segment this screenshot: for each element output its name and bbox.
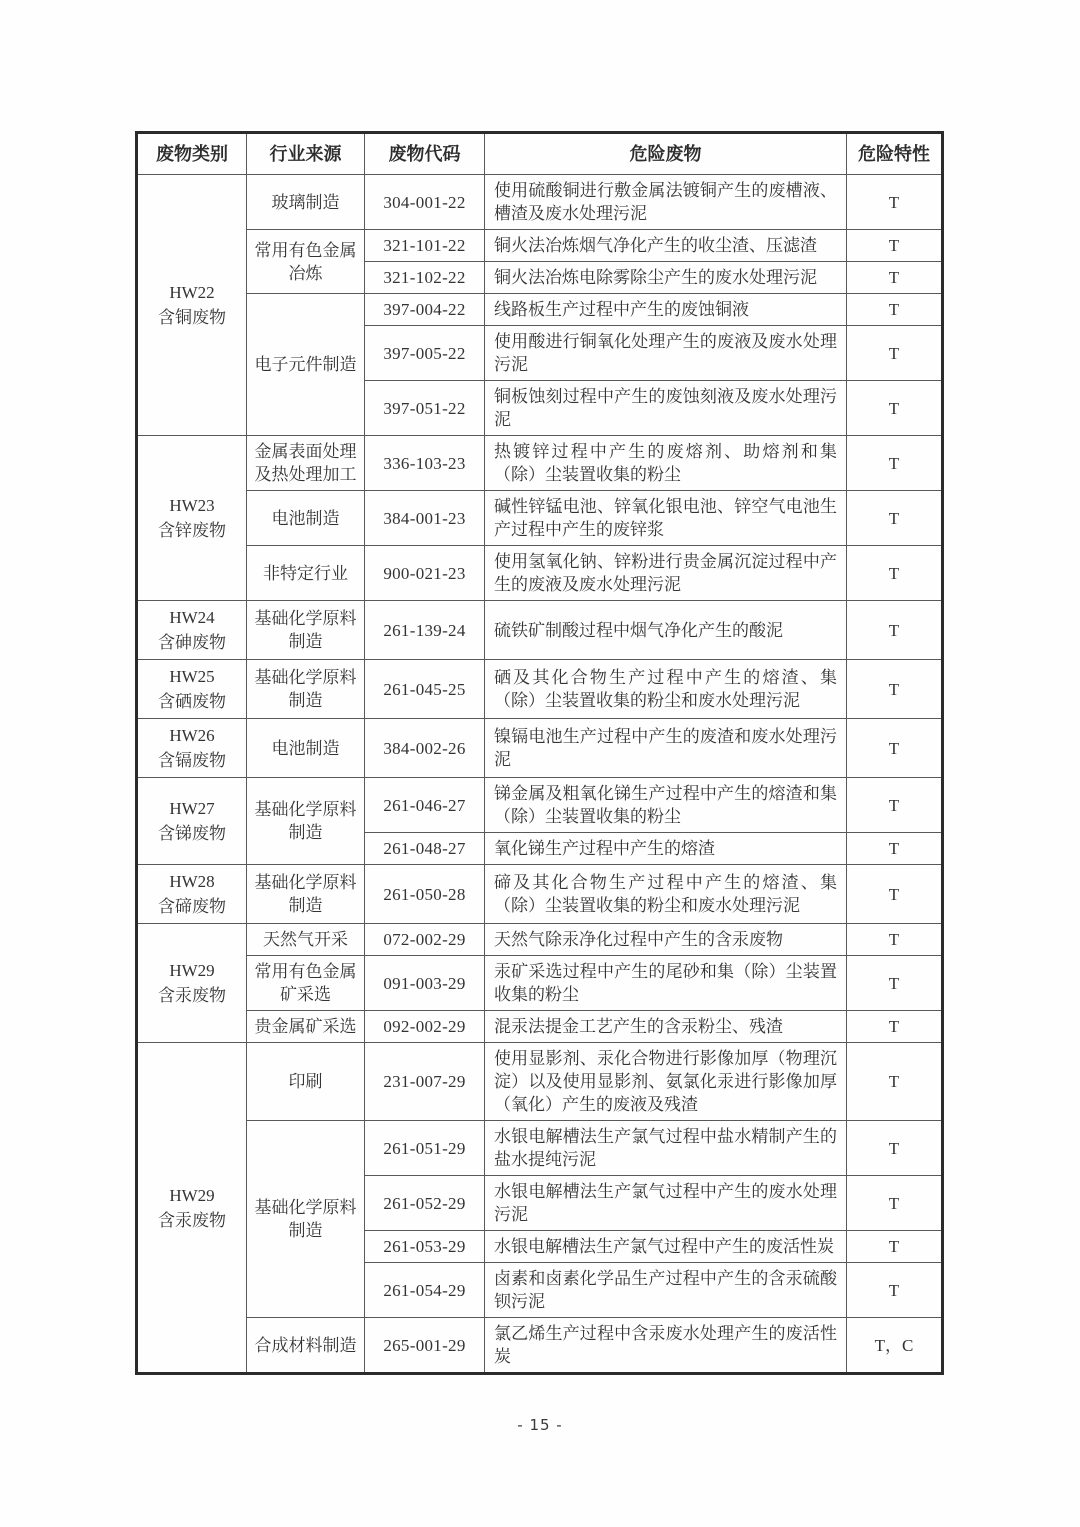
industry-source-cell: 基础化学原料制造 <box>247 778 365 865</box>
hazard-property-cell: T <box>847 1263 943 1318</box>
table-row <box>137 1011 943 1043</box>
table-header-row <box>137 133 943 175</box>
waste-category-cell <box>137 1043 247 1374</box>
hazardous-waste-description-cell: 碲及其化合物生产过程中产生的熔渣、集（除）尘装置收集的粉尘和废水处理污泥 <box>485 865 847 924</box>
hazard-property-cell: T <box>847 956 943 1011</box>
waste-code-cell: 397-005-22 <box>365 326 485 381</box>
hazard-property-cell: T <box>847 381 943 436</box>
table-row <box>137 601 943 660</box>
table-row <box>137 491 943 546</box>
hazardous-waste-description-cell: 铜火法冶炼电除雾除尘产生的废水处理污泥 <box>485 262 847 294</box>
waste-code-cell: 304-001-22 <box>365 175 485 230</box>
waste-category-cell <box>137 865 247 924</box>
industry-source-cell: 基础化学原料制造 <box>247 660 365 719</box>
hazardous-waste-table <box>135 131 944 1375</box>
hazard-property-cell: T <box>847 436 943 491</box>
industry-source-cell: 基础化学原料制造 <box>247 865 365 924</box>
waste-code-cell: 336-103-23 <box>365 436 485 491</box>
category-name: 含碲废物 <box>158 897 226 916</box>
hazard-property-cell: T <box>847 778 943 833</box>
waste-code-cell: 265-001-29 <box>365 1318 485 1374</box>
table-row <box>137 1043 943 1121</box>
header-hazard-property: 危险特性 <box>847 133 943 175</box>
waste-category-cell <box>137 719 247 778</box>
hazardous-waste-description-cell: 氯乙烯生产过程中含汞废水处理产生的废活性炭 <box>485 1318 847 1374</box>
category-code: HW26 <box>169 726 215 745</box>
category-code: HW29 <box>169 1185 215 1205</box>
page-number: - 15 - <box>517 1416 563 1434</box>
industry-source-cell: 贵金属矿采选 <box>247 1011 365 1043</box>
hazard-property-cell: T <box>847 175 943 230</box>
hazardous-waste-description-cell: 镍镉电池生产过程中产生的废渣和废水处理污泥 <box>485 719 847 778</box>
header-industry-source: 行业来源 <box>247 133 365 175</box>
waste-code-cell: 900-021-23 <box>365 546 485 601</box>
waste-category-cell <box>137 924 247 1043</box>
waste-category-cell <box>137 175 247 436</box>
table-row <box>137 924 943 956</box>
header-waste-code: 废物代码 <box>365 133 485 175</box>
hazardous-waste-description-cell: 硒及其化合物生产过程中产生的熔渣、集（除）尘装置收集的粉尘和废水处理污泥 <box>485 660 847 719</box>
industry-source-cell: 印刷 <box>247 1043 365 1121</box>
table-row <box>137 1121 943 1176</box>
hazard-property-cell: T，C <box>847 1318 943 1374</box>
table-row <box>137 956 943 1011</box>
hazard-property-cell: T <box>847 660 943 719</box>
waste-code-cell: 261-051-29 <box>365 1121 485 1176</box>
hazardous-waste-description-cell: 硫铁矿制酸过程中烟气净化产生的酸泥 <box>485 601 847 660</box>
table-row <box>137 175 943 230</box>
waste-code-cell: 321-101-22 <box>365 230 485 262</box>
waste-code-cell: 072-002-29 <box>365 924 485 956</box>
hazardous-waste-description-cell: 天然气除汞净化过程中产生的含汞废物 <box>485 924 847 956</box>
waste-category-cell <box>137 778 247 865</box>
industry-source-cell: 天然气开采 <box>247 924 365 956</box>
industry-source-cell: 电池制造 <box>247 491 365 546</box>
waste-code-cell: 091-003-29 <box>365 956 485 1011</box>
category-code: HW28 <box>169 872 215 891</box>
hazardous-waste-description-cell: 热镀锌过程中产生的废熔剂、助熔剂和集（除）尘装置收集的粉尘 <box>485 436 847 491</box>
hazard-property-cell: T <box>847 719 943 778</box>
hazardous-waste-description-cell: 使用氢氧化钠、锌粉进行贵金属沉淀过程中产生的废液及废水处理污泥 <box>485 546 847 601</box>
category-name: 含锑废物 <box>158 824 226 843</box>
hazard-property-cell: T <box>847 601 943 660</box>
hazardous-waste-description-cell: 使用硫酸铜进行敷金属法镀铜产生的废槽液、槽渣及废水处理污泥 <box>485 175 847 230</box>
hazard-property-cell: T <box>847 546 943 601</box>
waste-code-cell: 261-045-25 <box>365 660 485 719</box>
category-code: HW29 <box>169 961 215 980</box>
hazard-property-cell: T <box>847 230 943 262</box>
hazardous-waste-description-cell: 汞矿采选过程中产生的尾砂和集（除）尘装置收集的粉尘 <box>485 956 847 1011</box>
hazard-property-cell: T <box>847 1231 943 1263</box>
industry-source-cell: 金属表面处理及热处理加工 <box>247 436 365 491</box>
hazard-property-cell: T <box>847 262 943 294</box>
waste-code-cell: 261-050-28 <box>365 865 485 924</box>
industry-source-cell: 非特定行业 <box>247 546 365 601</box>
waste-code-cell: 384-002-26 <box>365 719 485 778</box>
category-name: 含砷废物 <box>158 633 226 652</box>
category-code: HW22 <box>169 283 215 302</box>
hazardous-waste-description-cell: 使用酸进行铜氧化处理产生的废液及废水处理污泥 <box>485 326 847 381</box>
hazard-property-cell: T <box>847 326 943 381</box>
waste-category-cell <box>137 436 247 601</box>
hazard-property-cell: T <box>847 924 943 956</box>
table-body <box>137 175 943 1374</box>
category-name: 含硒废物 <box>158 692 226 711</box>
industry-source-cell: 常用有色金属冶炼 <box>247 230 365 294</box>
waste-code-cell: 397-051-22 <box>365 381 485 436</box>
hazard-property-cell: T <box>847 1176 943 1231</box>
waste-code-cell: 321-102-22 <box>365 262 485 294</box>
category-name: 含汞废物 <box>158 986 226 1005</box>
category-name: 含镉废物 <box>158 751 226 770</box>
waste-category-cell <box>137 601 247 660</box>
hazard-property-cell: T <box>847 1011 943 1043</box>
header-waste-category: 废物类别 <box>137 133 247 175</box>
hazardous-waste-description-cell: 混汞法提金工艺产生的含汞粉尘、残渣 <box>485 1011 847 1043</box>
industry-source-cell: 电子元件制造 <box>247 294 365 436</box>
hazard-property-cell: T <box>847 491 943 546</box>
table-row <box>137 778 943 833</box>
hazardous-waste-description-cell: 锑金属及粗氧化锑生产过程中产生的熔渣和集（除）尘装置收集的粉尘 <box>485 778 847 833</box>
table-row <box>137 660 943 719</box>
industry-source-cell: 玻璃制造 <box>247 175 365 230</box>
waste-code-cell: 231-007-29 <box>365 1043 485 1121</box>
waste-code-cell: 261-052-29 <box>365 1176 485 1231</box>
hazardous-waste-description-cell: 卤素和卤素化学品生产过程中产生的含汞硫酸钡污泥 <box>485 1263 847 1318</box>
waste-code-cell: 261-139-24 <box>365 601 485 660</box>
hazardous-waste-description-cell: 水银电解槽法生产氯气过程中产生的废水处理污泥 <box>485 1176 847 1231</box>
hazardous-waste-description-cell: 线路板生产过程中产生的废蚀铜液 <box>485 294 847 326</box>
hazard-property-cell: T <box>847 294 943 326</box>
table-row <box>137 1318 943 1374</box>
hazardous-waste-description-cell: 使用显影剂、汞化合物进行影像加厚（物理沉淀）以及使用显影剂、氨氯化汞进行影像加厚（氧化）产生的废液及残渣 <box>485 1043 847 1121</box>
category-name: 含汞废物 <box>158 1210 226 1230</box>
table-row <box>137 546 943 601</box>
category-code: HW23 <box>169 496 215 515</box>
table-row <box>137 719 943 778</box>
industry-source-cell: 基础化学原料制造 <box>247 1121 365 1318</box>
category-code: HW25 <box>169 667 215 686</box>
hazard-property-cell: T <box>847 833 943 865</box>
industry-source-cell: 合成材料制造 <box>247 1318 365 1374</box>
waste-code-cell: 261-053-29 <box>365 1231 485 1263</box>
waste-code-cell: 261-048-27 <box>365 833 485 865</box>
waste-code-cell: 261-054-29 <box>365 1263 485 1318</box>
category-code: HW24 <box>169 608 215 627</box>
table-row <box>137 230 943 262</box>
hazardous-waste-description-cell: 铜火法冶炼烟气净化产生的收尘渣、压滤渣 <box>485 230 847 262</box>
industry-source-cell: 电池制造 <box>247 719 365 778</box>
hazard-property-cell: T <box>847 865 943 924</box>
waste-code-cell: 261-046-27 <box>365 778 485 833</box>
waste-category-cell <box>137 660 247 719</box>
hazardous-waste-description-cell: 水银电解槽法生产氯气过程中盐水精制产生的盐水提纯污泥 <box>485 1121 847 1176</box>
hazardous-waste-description-cell: 氧化锑生产过程中产生的熔渣 <box>485 833 847 865</box>
industry-source-cell: 基础化学原料制造 <box>247 601 365 660</box>
hazardous-waste-description-cell: 碱性锌锰电池、锌氧化银电池、锌空气电池生产过程中产生的废锌浆 <box>485 491 847 546</box>
industry-source-cell: 常用有色金属矿采选 <box>247 956 365 1011</box>
hazardous-waste-description-cell: 水银电解槽法生产氯气过程中产生的废活性炭 <box>485 1231 847 1263</box>
category-name: 含锌废物 <box>158 521 226 540</box>
header-hazardous-waste: 危险废物 <box>485 133 847 175</box>
hazard-property-cell: T <box>847 1121 943 1176</box>
table-row <box>137 294 943 326</box>
waste-code-cell: 092-002-29 <box>365 1011 485 1043</box>
table-row <box>137 436 943 491</box>
table-row <box>137 865 943 924</box>
category-name: 含铜废物 <box>158 308 226 327</box>
waste-code-cell: 384-001-23 <box>365 491 485 546</box>
hazardous-waste-description-cell: 铜板蚀刻过程中产生的废蚀刻液及废水处理污泥 <box>485 381 847 436</box>
category-code: HW27 <box>169 799 215 818</box>
waste-code-cell: 397-004-22 <box>365 294 485 326</box>
hazard-property-cell: T <box>847 1043 943 1121</box>
